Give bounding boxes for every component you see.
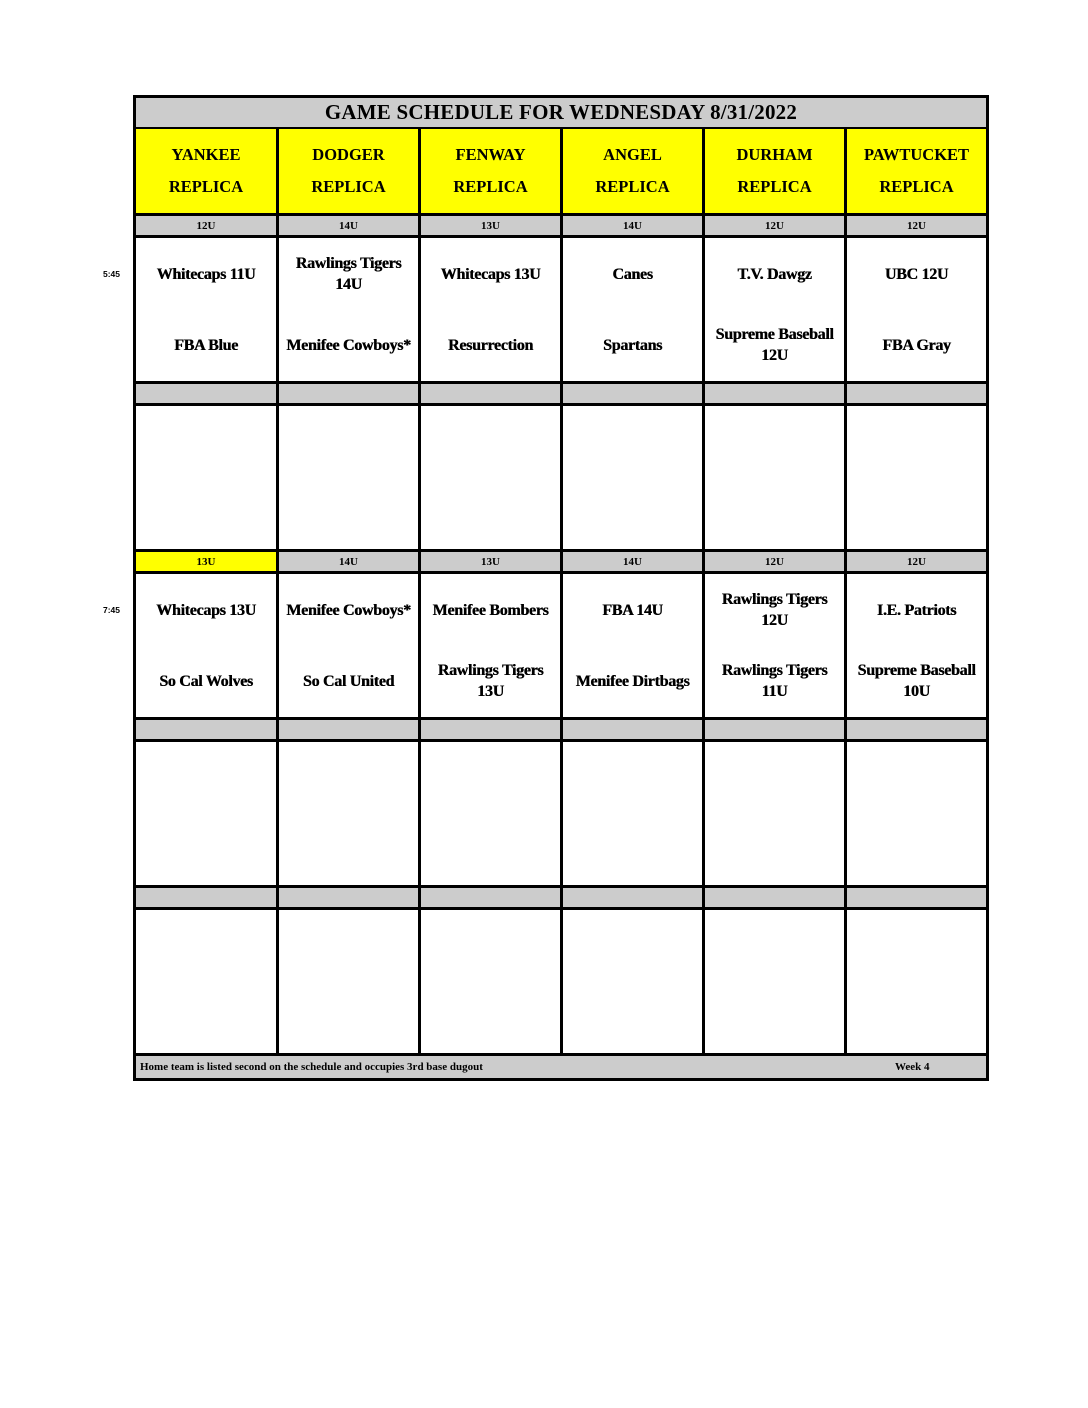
schedule-title: GAME SCHEDULE FOR WEDNESDAY 8/31/2022 <box>136 98 986 127</box>
away-team <box>347 910 351 982</box>
age-division-cell: 14U <box>563 216 702 235</box>
matchup-cell <box>421 238 560 381</box>
week-label: Week 4 <box>895 1061 930 1073</box>
field-header-angel <box>563 129 702 213</box>
age-division-cell <box>279 888 418 907</box>
footer-bar <box>136 1056 986 1078</box>
field-header-durham <box>705 129 844 213</box>
age-division-cell: 14U <box>279 216 418 235</box>
matchup-cell <box>705 406 844 549</box>
matchup-cell <box>279 406 418 549</box>
field-header-pawtucket <box>847 129 986 213</box>
home-team <box>915 477 919 549</box>
age-division-cell: 13U <box>421 552 560 571</box>
home-team: Supreme Baseball 10U <box>857 662 976 700</box>
home-team <box>204 477 208 549</box>
matchup-cell <box>136 742 276 885</box>
age-division-cell: 14U <box>563 552 702 571</box>
age-division-cell <box>563 384 702 403</box>
matchup-cell <box>563 910 702 1053</box>
home-team <box>915 813 919 885</box>
home-team <box>489 813 493 885</box>
age-division-cell: 13U <box>421 216 560 235</box>
matchup-cell <box>847 238 986 381</box>
matchup-cell <box>705 574 844 717</box>
home-team: FBA Blue <box>174 336 238 354</box>
matchup-cell <box>847 742 986 885</box>
age-division-cell <box>136 888 276 907</box>
age-division-cell <box>847 888 986 907</box>
matchup-cell <box>563 406 702 549</box>
matchup-cell <box>705 742 844 885</box>
matchup-cell <box>279 574 418 717</box>
footer-note: Home team is listed second on the schedule and occupies 3rd base dugout <box>140 1061 483 1073</box>
home-team <box>347 981 351 1053</box>
home-team: Spartans <box>603 336 662 354</box>
away-team: Rawlings Tigers 14U <box>295 255 402 293</box>
field-name: DURHAM <box>736 145 813 164</box>
field-header-dodger <box>279 129 418 213</box>
away-team <box>489 742 493 814</box>
home-team: So Cal Wolves <box>159 672 253 690</box>
away-team: T.V. Dawgz <box>737 265 812 283</box>
field-name: FENWAY <box>455 145 526 164</box>
game-time-label: 5:45 <box>103 269 121 279</box>
matchup-cell <box>847 574 986 717</box>
matchup-cell <box>279 238 418 381</box>
home-team <box>489 477 493 549</box>
age-division-cell <box>847 384 986 403</box>
matchup-cell <box>136 238 276 381</box>
home-team <box>347 813 351 885</box>
age-division-cell <box>421 720 560 739</box>
away-team: Canes <box>612 265 653 283</box>
away-team <box>489 406 493 478</box>
age-division-cell: 14U <box>279 552 418 571</box>
age-division-cell <box>279 720 418 739</box>
age-division-cell <box>847 720 986 739</box>
away-team <box>347 742 351 814</box>
matchup-cell <box>847 910 986 1053</box>
away-team: Whitecaps 11U <box>156 265 256 283</box>
field-subtitle: REPLICA <box>737 177 812 196</box>
home-team <box>347 477 351 549</box>
home-team <box>773 813 777 885</box>
home-team <box>631 981 635 1053</box>
matchup-cell <box>705 910 844 1053</box>
schedule-sheet <box>133 95 989 1081</box>
away-team: FBA 14U <box>602 601 663 619</box>
age-division-cell <box>563 888 702 907</box>
home-team <box>489 981 493 1053</box>
away-team: Whitecaps 13U <box>440 265 541 283</box>
matchup-cell <box>847 406 986 549</box>
matchup-cell <box>136 910 276 1053</box>
age-division-cell <box>421 384 560 403</box>
away-team: UBC 12U <box>884 265 949 283</box>
field-header-fenway <box>421 129 560 213</box>
home-team <box>631 477 635 549</box>
home-team <box>773 981 777 1053</box>
matchup-cell <box>421 406 560 549</box>
away-team: Rawlings Tigers 12U <box>721 591 828 629</box>
away-team <box>773 910 777 982</box>
field-subtitle: REPLICA <box>453 177 528 196</box>
matchup-cell <box>279 910 418 1053</box>
matchup-cell <box>563 742 702 885</box>
field-name: ANGEL <box>603 145 662 164</box>
age-division-cell: 12U <box>847 552 986 571</box>
matchup-cell <box>563 574 702 717</box>
matchup-cell <box>421 742 560 885</box>
away-team <box>915 910 919 982</box>
home-team: So Cal United <box>302 672 395 690</box>
home-team: Menifee Cowboys* <box>286 336 411 354</box>
matchup-cell <box>136 406 276 549</box>
away-team <box>915 406 919 478</box>
away-team <box>204 742 208 814</box>
away-team: Menifee Bombers <box>432 601 549 619</box>
matchup-cell <box>136 574 276 717</box>
field-subtitle: REPLICA <box>595 177 670 196</box>
matchup-cell <box>705 238 844 381</box>
home-team <box>915 981 919 1053</box>
game-time-label: 7:45 <box>103 605 121 615</box>
away-team <box>204 910 208 982</box>
matchup-cell <box>279 742 418 885</box>
age-division-cell <box>421 888 560 907</box>
matchup-cell <box>421 910 560 1053</box>
away-team <box>773 406 777 478</box>
away-team <box>204 406 208 478</box>
home-team: Supreme Baseball 12U <box>715 326 834 364</box>
home-team: Resurrection <box>448 336 533 354</box>
home-team <box>773 477 777 549</box>
matchup-cell <box>563 238 702 381</box>
age-division-cell <box>136 720 276 739</box>
away-team: Menifee Cowboys* <box>286 601 411 619</box>
away-team <box>915 742 919 814</box>
age-division-cell <box>705 888 844 907</box>
age-division-cell: 13U <box>136 552 276 571</box>
away-team <box>773 742 777 814</box>
age-division-cell <box>136 384 276 403</box>
matchup-cell <box>421 574 560 717</box>
home-team: Rawlings Tigers 13U <box>437 662 544 700</box>
age-division-cell: 12U <box>136 216 276 235</box>
age-division-cell: 12U <box>705 552 844 571</box>
home-team: Menifee Dirtbags <box>575 672 690 690</box>
field-header-yankee <box>136 129 276 213</box>
age-division-cell: 12U <box>847 216 986 235</box>
away-team <box>489 910 493 982</box>
away-team <box>347 406 351 478</box>
home-team <box>204 981 208 1053</box>
age-division-cell: 12U <box>705 216 844 235</box>
away-team <box>631 910 635 982</box>
field-name: PAWTUCKET <box>863 145 970 164</box>
age-division-cell <box>705 384 844 403</box>
home-team: FBA Gray <box>882 336 951 354</box>
field-subtitle: REPLICA <box>311 177 386 196</box>
home-team: Rawlings Tigers 11U <box>721 662 828 700</box>
away-team: Whitecaps 13U <box>156 601 256 619</box>
away-team <box>631 742 635 814</box>
home-team <box>631 813 635 885</box>
away-team <box>631 406 635 478</box>
away-team: I.E. Patriots <box>876 601 957 619</box>
field-subtitle: REPLICA <box>168 177 244 196</box>
age-division-cell <box>279 384 418 403</box>
age-division-cell <box>705 720 844 739</box>
field-subtitle: REPLICA <box>879 177 954 196</box>
field-name: DODGER <box>312 145 385 164</box>
field-name: YANKEE <box>171 145 241 164</box>
age-division-cell <box>563 720 702 739</box>
home-team <box>204 813 208 885</box>
